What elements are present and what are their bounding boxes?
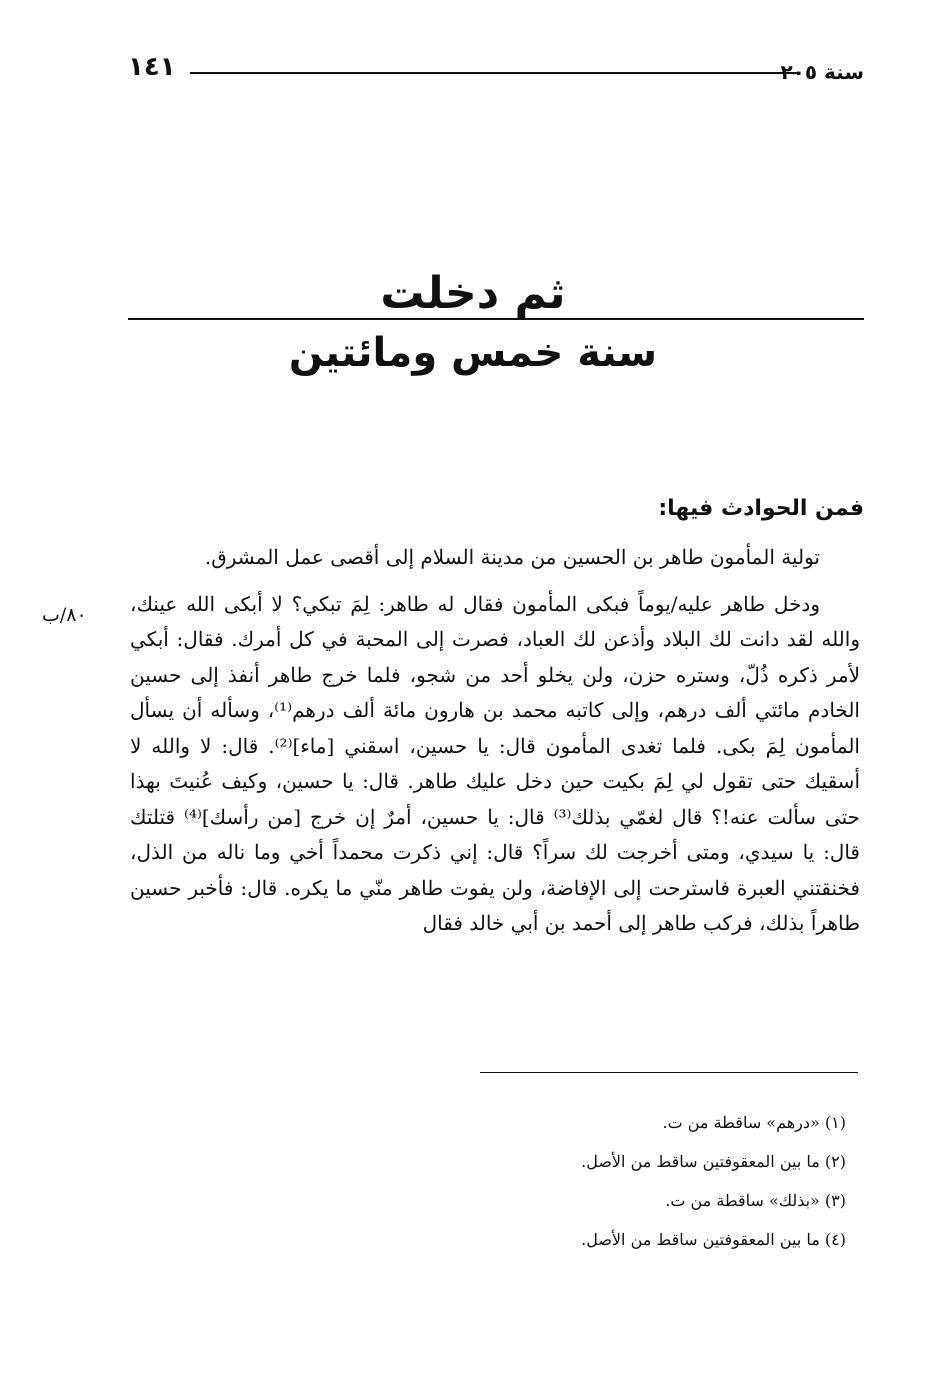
footnote-2: (٢) ما بين المعقوفتين ساقط من الأصل.	[581, 1152, 846, 1171]
heading-divider	[128, 318, 864, 320]
footnote-4: (٤) ما بين المعقوفتين ساقط من الأصل.	[581, 1230, 846, 1249]
paragraph-2: ودخل طاهر عليه/يوماً فبكى المأمون فقال له طاهر: لِمَ تبكي؟ لا أبكى الله عينك، والله لقد دانت لك البلاد وأذعن لك العباد، فصرت إلى المحبة في كل أمرك. فقال: أبكي لأمر ذكره ذُلّ، وستره حزن، ولن يخلو أحد من شجو، فلما خرج طاهر أنفذ إلى حسين الخادم مائتي ألف درهم، وإلى كاتبه محمد بن هارون مائة ألف درهم⁽¹⁾، وسأله أن يسأل المأمون لِمَ بكى. فلما تغدى المأمون قال: يا حسين، اسقني [ماء]⁽²⁾. قال: لا والله لا أسقيك حتى تقول لي لِمَ بكيت حين دخل عليك طاهر. قال: يا حسين، وكيف عُنيتَ بهذا حتى سألت عنه!؟ قال لغمّي بذلك⁽³⁾ قال: يا حسين، أمرٌ إن خرج [من رأسك]⁽⁴⁾ قتلتك قال: يا سيدي، ومتى أخرجت لك سراً؟ قال: إني ذكرت محمداً أخي وما ناله من الذل، فخنقتني العبرة فاسترحت إلى الإفاضة، ولن يفوت طاهر منّي ما يكره. قال: فأخبر حسين طاهراً بذلك، فركب طاهر إلى أحمد بن أبي خالد فقال	[130, 591, 860, 935]
chapter-heading-line1: ثم دخلت	[380, 268, 566, 319]
paragraph-1: تولية المأمون طاهر بن الحسين من مدينة السلام إلى أقصى عمل المشرق.	[204, 545, 820, 569]
chapter-heading-line2: سنة خمس ومائتين	[288, 330, 658, 376]
running-title: سنة ٢٠٥	[780, 60, 864, 84]
section-label: فمن الحوادث فيها:	[658, 496, 864, 521]
footnote-divider	[480, 1072, 858, 1073]
footnotes	[286, 1103, 846, 1259]
manuscript-folio-note: ٨٠/ب	[42, 604, 87, 626]
footnote-1: (١) «درهم» ساقطة من ت.	[662, 1113, 846, 1132]
body-text	[130, 540, 860, 942]
page-number: ١٤١	[128, 52, 176, 82]
footnote-3: (٣) «بذلك» ساقطة من ت.	[665, 1191, 846, 1210]
header-divider	[190, 72, 798, 74]
